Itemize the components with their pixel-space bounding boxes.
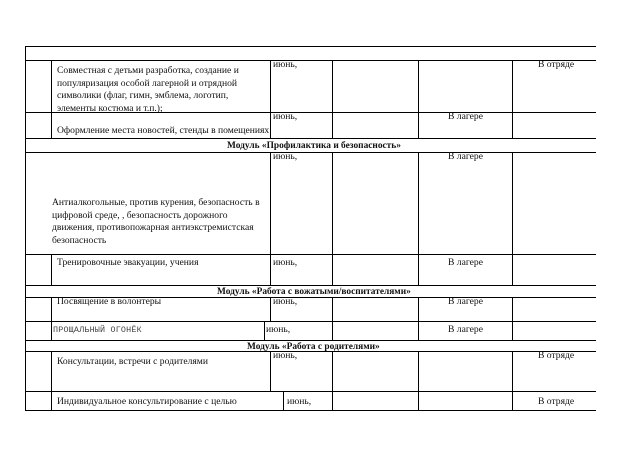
activity-cell: Совместная с детьми разработка, создание и популяризация особой лагерной и отрядной символики (флаг, гимн, эмблема, логотип, элементы костюма и т.п.); <box>57 65 239 114</box>
place-cell: В лагере <box>448 296 483 307</box>
place-cell: В лагере <box>448 324 483 335</box>
table-border-left <box>25 46 26 410</box>
column-divider <box>512 297 513 340</box>
column-divider <box>418 60 419 138</box>
column-divider <box>418 297 419 340</box>
column-divider <box>270 60 271 138</box>
module-title: Модуль «Профилактика и безопасность» <box>227 141 401 151</box>
table-rule <box>25 46 596 47</box>
activity-cell: Посвящение в волонтеры <box>57 296 162 307</box>
activity-cell: Консультации, встречи с родителями <box>57 356 208 367</box>
column-divider <box>512 60 513 138</box>
period-cell: июнь, <box>266 324 291 335</box>
group-cell: В отряде <box>538 396 575 407</box>
place-cell: В лагере <box>448 257 483 268</box>
activity-cell: ПРОЩАЛЬНЫЙ ОГОНЁК <box>53 325 142 335</box>
column-divider <box>418 351 419 410</box>
column-divider <box>51 351 52 410</box>
column-divider <box>51 60 52 138</box>
column-divider <box>332 297 333 340</box>
period-cell: июнь, <box>273 111 298 122</box>
column-divider <box>51 254 52 285</box>
table-rule <box>25 391 596 392</box>
table-rule <box>25 410 596 411</box>
period-cell: июнь, <box>273 151 298 162</box>
activity-cell: Оформление места новостей, стенды в помещениях <box>57 125 270 136</box>
module-title: Модуль «Работа с родителями» <box>247 342 380 352</box>
table-rule <box>25 254 596 255</box>
activity-cell: Индивидуальное консультирование с целью <box>57 396 237 407</box>
group-cell: В отряде <box>538 59 575 70</box>
module-title: Модуль «Работа с вожатыми/воспитателями» <box>217 287 411 297</box>
period-cell: июнь, <box>273 257 298 268</box>
column-divider <box>332 60 333 138</box>
column-divider <box>512 152 513 285</box>
column-divider <box>270 297 271 321</box>
column-divider <box>283 391 284 410</box>
column-divider <box>264 321 265 340</box>
period-cell: июнь, <box>287 396 312 407</box>
column-divider <box>418 152 419 285</box>
place-cell: В лагере <box>448 151 483 162</box>
column-divider <box>512 351 513 410</box>
place-cell: В лагере <box>448 111 483 122</box>
period-cell: июнь, <box>273 59 298 70</box>
activity-cell: Тренировочные эвакуации, учения <box>57 257 199 268</box>
column-divider <box>51 297 52 340</box>
period-cell: июнь, <box>273 350 298 361</box>
group-cell: В отряде <box>538 350 575 361</box>
column-divider <box>332 152 333 285</box>
activity-cell: Антиалкогольные, против курения, безопасность в цифровой среде, , безопасность дорожного движения, противопожарная антиэкстремистская безопасность <box>52 197 260 246</box>
table-rule <box>25 60 596 61</box>
period-cell: июнь, <box>273 296 298 307</box>
column-divider <box>332 351 333 410</box>
column-divider <box>270 152 271 285</box>
column-divider <box>270 351 271 391</box>
table-rule <box>25 321 596 322</box>
table-rule <box>25 138 596 139</box>
